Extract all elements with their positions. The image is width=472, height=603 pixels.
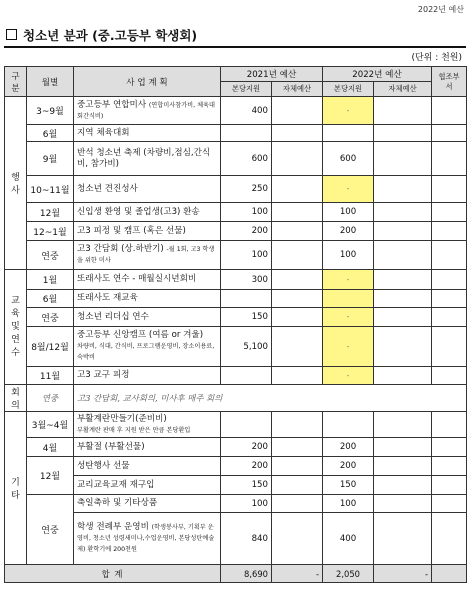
- hq-2021: 200: [221, 438, 272, 457]
- page-title: [6, 26, 197, 44]
- hq-2021: [221, 367, 272, 385]
- row-program: [74, 241, 221, 270]
- budget-year-label: 2022년 예산: [417, 5, 464, 14]
- row-month: 6월: [27, 290, 74, 308]
- table-row: [5, 308, 467, 327]
- table-row: [5, 438, 467, 457]
- hq-2021: 600: [221, 142, 272, 176]
- row-program: 또래사도 재교육: [74, 290, 221, 308]
- hq-2022: [323, 125, 374, 142]
- program-title: 중고등부 연합미사: [77, 99, 147, 110]
- self-2022: [374, 308, 432, 327]
- total-coop-cell: [432, 565, 467, 583]
- hq-2021: [221, 412, 272, 438]
- self-2022: [374, 495, 432, 513]
- table-row: [5, 203, 467, 222]
- self-2021: [272, 438, 323, 457]
- total-hq-2021: 8,690: [221, 565, 272, 583]
- hq-2021: 250: [221, 176, 272, 203]
- self-2022: [374, 367, 432, 385]
- coop-cell: [432, 97, 467, 125]
- row-month: 연중: [27, 241, 74, 270]
- row-month: 4월: [27, 438, 74, 457]
- program-note: 차량비, 식대, 간식비, 프로그램운영비, 장소이용료, 숙박비: [77, 343, 215, 361]
- table-row: [5, 476, 467, 495]
- self-2021: [272, 97, 323, 125]
- coop-cell: [432, 367, 467, 385]
- hq-2022: -: [323, 270, 374, 290]
- row-program: 교리교육교재 재구입: [74, 476, 221, 495]
- row-program: 반석 청소년 축제 (차량비,점심,간식비, 참가비): [74, 142, 221, 176]
- header-2022: 2022년 예산: [323, 67, 432, 82]
- header-month: 월별: [27, 67, 74, 97]
- hq-2022: 600: [323, 142, 374, 176]
- table-row: [5, 327, 467, 367]
- total-self-2022: -: [374, 565, 432, 583]
- header-2021-self: 자체예산: [272, 82, 323, 97]
- self-2021: [272, 308, 323, 327]
- row-month: 9월: [27, 142, 74, 176]
- table-row: [5, 513, 467, 565]
- table-row: [5, 176, 467, 203]
- hq-2022: 100: [323, 495, 374, 513]
- coop-cell: [432, 241, 467, 270]
- row-month-handwritten: 연중: [27, 385, 74, 412]
- hq-2021: 200: [221, 457, 272, 476]
- coop-cell: [432, 308, 467, 327]
- coop-cell: [432, 270, 467, 290]
- table-row: [5, 125, 467, 142]
- row-month: 6월: [27, 125, 74, 142]
- table-row: [5, 270, 467, 290]
- self-2022: [374, 327, 432, 367]
- self-2021: [272, 142, 323, 176]
- row-program: 또래사도 연수 - 매월실시년회비: [74, 270, 221, 290]
- budget-table: [4, 66, 467, 583]
- coop-cell: [432, 125, 467, 142]
- self-2022: [374, 176, 432, 203]
- hq-2021: 300: [221, 270, 272, 290]
- hq-2021: [221, 125, 272, 142]
- coop-cell: [432, 513, 467, 565]
- coop-cell: [432, 290, 467, 308]
- group-other: 기타: [5, 412, 27, 565]
- self-2022: [374, 270, 432, 290]
- coop-cell: [432, 412, 467, 438]
- row-month: 11월: [27, 367, 74, 385]
- table-row: [5, 457, 467, 476]
- header-program: 사 업 계 획: [74, 67, 221, 97]
- self-2022: [374, 97, 432, 125]
- table-row: [5, 385, 467, 412]
- table-row: [5, 290, 467, 308]
- row-program: 신입생 환영 및 졸업생(고3) 환송: [74, 203, 221, 222]
- hq-2021: 100: [221, 241, 272, 270]
- row-month: 12~1월: [27, 222, 74, 241]
- hq-2022: 100: [323, 203, 374, 222]
- row-month: 1월: [27, 270, 74, 290]
- self-2021: [272, 412, 323, 438]
- hq-2022: -: [323, 97, 374, 125]
- header-2022-hq: 본당지원: [323, 82, 374, 97]
- self-2021: [272, 457, 323, 476]
- table-row: [5, 97, 467, 125]
- header-2022-self: 자체예산: [374, 82, 432, 97]
- program-note: (학생봉사부, 기획부 운영비, 청소년 성령세미나,수업운영비, 본당성탄예술제) 환학기에 200천원: [77, 524, 215, 553]
- coop-cell: [432, 203, 467, 222]
- hq-2022: -: [323, 176, 374, 203]
- row-month: 연중: [27, 308, 74, 327]
- row-month: 12월: [27, 457, 74, 495]
- hq-2022: [323, 290, 374, 308]
- hq-2021: 400: [221, 97, 272, 125]
- hq-2021: 100: [221, 495, 272, 513]
- program-note: 부활계란 판매 후 지원 받은 만큼 본당환입: [77, 426, 191, 434]
- title-underline: [4, 46, 466, 48]
- unit-label: (단위 : 천원): [411, 53, 462, 63]
- row-program: [74, 513, 221, 565]
- row-program: [74, 412, 221, 438]
- self-2021: [272, 222, 323, 241]
- self-2021: [272, 203, 323, 222]
- group-events: 행사: [5, 97, 27, 270]
- group-education: 교육 및 연수: [5, 270, 27, 385]
- hq-2022: 400: [323, 513, 374, 565]
- coop-cell: [432, 457, 467, 476]
- hq-2021: 840: [221, 513, 272, 565]
- header-2021: 2021년 예산: [221, 67, 323, 82]
- self-2022: [374, 438, 432, 457]
- row-month: 3월~4월: [27, 412, 74, 438]
- self-2022: [374, 513, 432, 565]
- program-title: 고3 간담회 (상.하반기): [77, 244, 164, 254]
- self-2022: [374, 142, 432, 176]
- table-row: [5, 142, 467, 176]
- program-title: 부활계란만들기(준비비): [77, 413, 167, 424]
- self-2021: [272, 290, 323, 308]
- hq-2022: 200: [323, 457, 374, 476]
- header-2021-hq: 본당지원: [221, 82, 272, 97]
- row-program: 청소년 리더십 연수: [74, 308, 221, 327]
- table-row: [5, 412, 467, 438]
- self-2021: [272, 476, 323, 495]
- total-hq-2022: 2,050: [323, 565, 374, 583]
- self-2021: [272, 495, 323, 513]
- total-label: 합 계: [5, 565, 221, 583]
- self-2022: [374, 290, 432, 308]
- row-program: [74, 327, 221, 367]
- hq-2021: 5,100: [221, 327, 272, 367]
- table-row: [5, 241, 467, 270]
- row-program: 부활절 (부활선물): [74, 438, 221, 457]
- row-program: [74, 97, 221, 125]
- header-coop: 협조부서: [432, 67, 467, 97]
- hq-2021: [221, 290, 272, 308]
- self-2021: [272, 327, 323, 367]
- hq-2022: 150: [323, 476, 374, 495]
- hq-2021: 150: [221, 476, 272, 495]
- self-2022: [374, 457, 432, 476]
- self-2021: [272, 241, 323, 270]
- self-2021: [272, 176, 323, 203]
- self-2022: [374, 203, 432, 222]
- self-2022: [374, 476, 432, 495]
- self-2022: [374, 241, 432, 270]
- self-2021: [272, 367, 323, 385]
- square-bullet-icon: [6, 29, 17, 40]
- total-row: [5, 565, 467, 583]
- header-category: 구분: [5, 67, 27, 97]
- row-month: 3~9월: [27, 97, 74, 125]
- coop-cell: [432, 495, 467, 513]
- coop-cell: [432, 327, 467, 367]
- row-program: 청소년 견진성사: [74, 176, 221, 203]
- hq-2022: -: [323, 367, 374, 385]
- table-row: [5, 222, 467, 241]
- program-title: 학생 전례부 운영비: [77, 522, 149, 532]
- row-program: 고3 교구 피정: [74, 367, 221, 385]
- row-month: 연중: [27, 495, 74, 565]
- hq-2022: 100: [323, 241, 374, 270]
- self-2022: [374, 222, 432, 241]
- hq-2022: 200: [323, 222, 374, 241]
- table-row: [5, 495, 467, 513]
- row-program-handwritten: 고3 간담회, 교사회의, 미사후 매주 회의: [74, 385, 467, 412]
- hq-2022: -: [323, 308, 374, 327]
- hq-2022: -: [323, 327, 374, 367]
- program-note: -월 1회, 고3 학생을 위한 미사: [77, 246, 215, 264]
- row-program: 축일축하 및 기타상품: [74, 495, 221, 513]
- table-row: [5, 367, 467, 385]
- self-2021: [272, 513, 323, 565]
- group-meeting: 회의: [5, 385, 27, 412]
- program-title: 중고등부 신앙캠프 (여름 or 겨울): [77, 330, 204, 340]
- hq-2021: 100: [221, 203, 272, 222]
- self-2022: [374, 412, 432, 438]
- coop-cell: [432, 176, 467, 203]
- self-2021: [272, 270, 323, 290]
- row-program: 성탄행사 선물: [74, 457, 221, 476]
- coop-cell: [432, 222, 467, 241]
- self-2021: [272, 125, 323, 142]
- hq-2021: 150: [221, 308, 272, 327]
- row-month: 12월: [27, 203, 74, 222]
- row-program: 지역 체육대회: [74, 125, 221, 142]
- hq-2021: 200: [221, 222, 272, 241]
- total-self-2021: -: [272, 565, 323, 583]
- coop-cell: [432, 438, 467, 457]
- row-program: 고3 피정 및 캠프 (혹은 선물): [74, 222, 221, 241]
- program-note: (연합미사참가비, 체육대회간식비): [77, 101, 216, 120]
- hq-2022: 200: [323, 438, 374, 457]
- coop-cell: [432, 476, 467, 495]
- row-month: 10~11월: [27, 176, 74, 203]
- hq-2022: [323, 412, 374, 438]
- page-title-text: 청소년 분과 (중.고등부 학생회): [23, 28, 198, 43]
- coop-cell: [432, 142, 467, 176]
- self-2022: [374, 125, 432, 142]
- header-row-1: [5, 67, 467, 82]
- row-month: 8월/12월: [27, 327, 74, 367]
